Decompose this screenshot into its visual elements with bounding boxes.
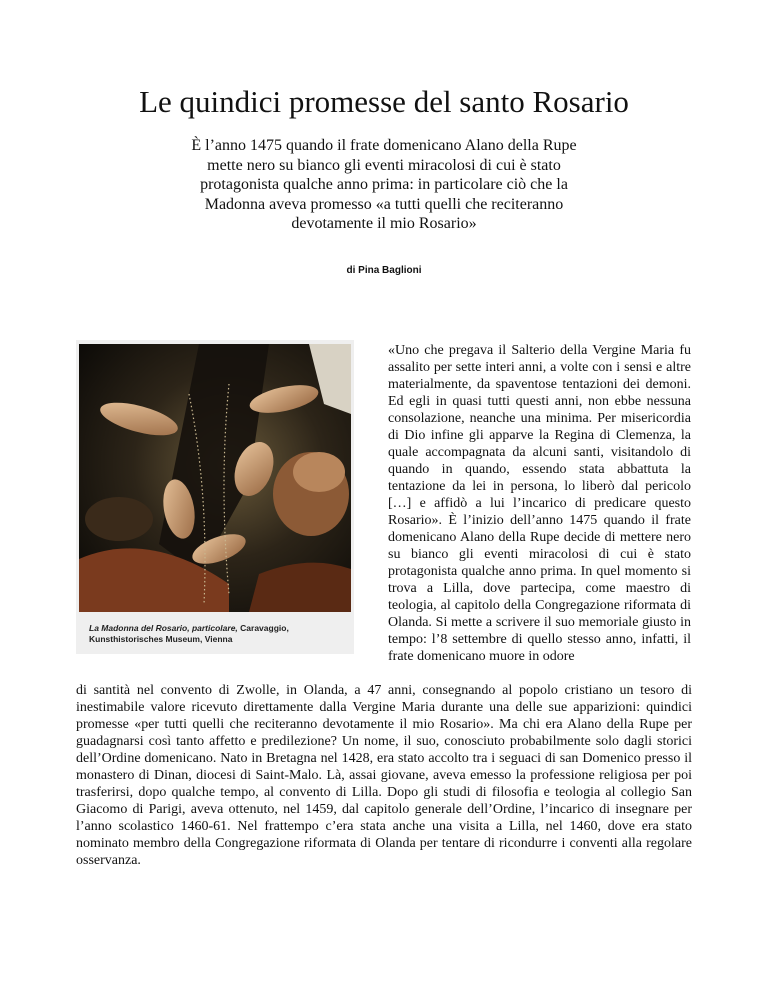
article-subtitle: È l’anno 1475 quando il frate domenicano Alano della Rupe mette nero su bianco gli eventi miracolosi di cui è stato protagonista qualche anno prima: in particolare ciò che la Madonna aveva promesso «a tutti quelli che reciteranno devotamente il mio Rosario»: [191, 137, 577, 232]
body-full-text: di santità nel convento di Zwolle, in Olanda, a 47 anni, consegnando al popolo cristiano un tesoro di inestimabile valore ricevuto direttamente dalla Vergine Maria durante una delle sue apparizioni: quindici promesse «per tutti quelli che reciteranno devotamente il mio Rosario». Ma chi era Alano della Rupe per guadagnarsi così tanto affetto e predilezione? Un nome, il suo, conosciuto probabilmente solo dagli storici dell’Ordine domenicano. Nato in Bretagna nel 1428, era stato accolto tra i seguaci di san Domenico presso il monastero di Dinan, diocesi di Saint-Malo. Là, assai giovane, aveva emesso la professione religiosa per poi trasferirsi, dopo qualche tempo, al convento di Lilla. Dopo gli studi di filosofia e teologia al collegio San Giacomo di Parigi, aveva ottenuto, nel 1459, dal capitolo generale dell’Ordine, l’incarico di insegnare per l’anno scolastico 1460-61. Nel frattempo c’era stata anche una visita a Lilla, nel 1460, dove era stato nominato membro della Congregazione riformata di Olanda per tentare di ricondurre i conventi alla regolare osservanza.: [76, 683, 692, 868]
article-title: Le quindici promesse del santo Rosario: [139, 84, 629, 119]
painting-caption: [89, 623, 351, 645]
painting-figure: [76, 340, 354, 654]
caption-credit: Caravaggio, Kunsthistorisches Museum, Vienna: [89, 623, 289, 644]
author-byline: di Pina Baglioni: [346, 265, 422, 276]
body-column-text: «Uno che pregava il Salterio della Vergine Maria fu assalito per sette interi anni, a volte con i sensi e altre materialmente, da spaventose tentazioni dei demoni. Ed egli in quasi tutti questi anni, non ebbe nessuna consolazione, neanche una minima. Per misericordia di Dio infine gli apparve la Regina di Clemenza, la quale accompagnata da alcuni santi, visitandolo di quando in quando, essendo stata abbattuta la tentazione da lei in persona, lo liberò dal pericolo […] e affidò a lui l’incarico di predicare questo Rosario». È l’inizio dell’anno 1475 quando il frate domenicano Alano della Rupe decide di mettere nero su bianco gli eventi miracolosi di cui è stato protagonista qualche anno prima. In quel momento si trova a Lilla, dove partecipa, come maestro di teologia, al capitolo della Congregazione riformata di Olanda. Si mette a scrivere il suo memoriale giusto in tempo: l’8 settembre di quello stesso anno, infatti, il frate domenicano muore in odore: [388, 343, 691, 664]
caption-title: La Madonna del Rosario, particolare,: [89, 623, 238, 633]
painting-image: [79, 344, 351, 612]
